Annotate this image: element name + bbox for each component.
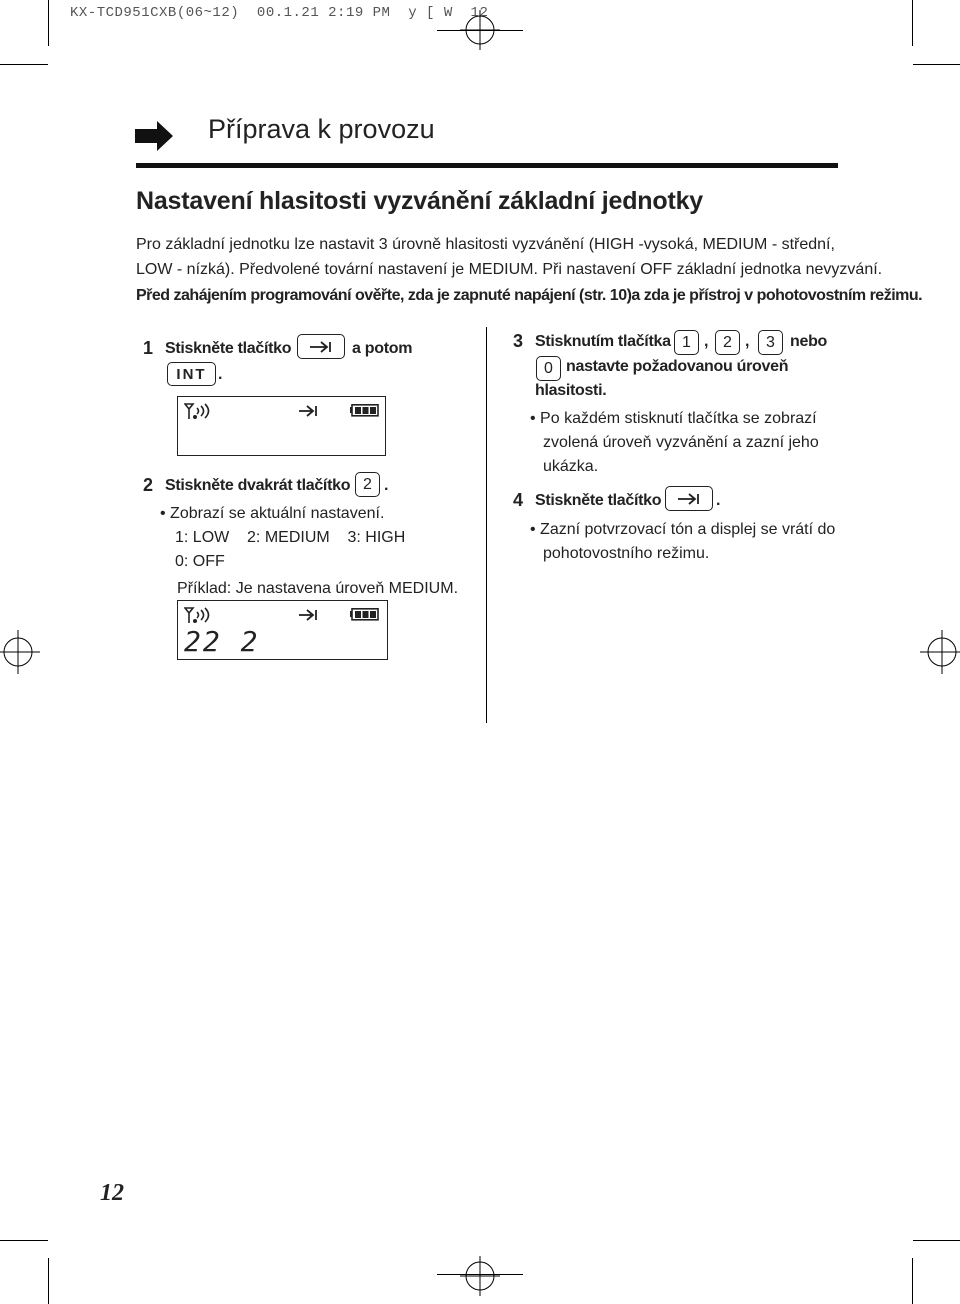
digit-key: 2 [715, 330, 740, 355]
level-key: 3: [347, 529, 361, 546]
crop-mark [48, 1258, 49, 1304]
level-value: MEDIUM [264, 529, 330, 546]
lcd-display [177, 396, 386, 456]
registration-mark-icon [920, 630, 960, 674]
arrow-right-icon [135, 121, 175, 151]
level-key: 2: [247, 529, 261, 546]
separator: , [704, 333, 709, 350]
int-key: INT [167, 362, 216, 386]
step-text: a potom [352, 340, 413, 357]
step-text: hlasitosti. [535, 382, 607, 399]
program-key-icon [298, 403, 320, 419]
step-number: 2 [143, 475, 154, 495]
program-key-icon [297, 334, 345, 359]
level-key: 1: [175, 529, 189, 546]
intro-line: Pro základní jednotku lze nastavit 3 úrovně hlasitosti vyzvánění (HIGH -vysoká, MEDIUM - střední, [136, 236, 835, 253]
crop-mark [912, 1258, 913, 1304]
intro-line: LOW - nízká). Předvolené tovární nastavení je MEDIUM. Při nastavení OFF základní jednotka nevyzvání. [136, 261, 883, 278]
bullet-text: pohotovostního režimu. [543, 545, 710, 562]
step-text: . [218, 366, 223, 383]
program-key-icon [298, 607, 320, 623]
step-text: Stiskněte tlačítko [165, 340, 292, 357]
lcd-digits: 22 2 [184, 625, 260, 658]
crop-mark [0, 1240, 48, 1241]
lcd-display [177, 600, 388, 660]
separator: , [745, 333, 750, 350]
bullet-text: ukázka. [543, 458, 599, 475]
digit-key: 1 [674, 330, 699, 355]
column-divider [486, 327, 487, 723]
step-number: 4 [513, 490, 524, 510]
level-list [175, 529, 405, 547]
level-value: OFF [192, 553, 225, 570]
step-text: nebo [790, 333, 828, 350]
crop-mark [913, 1240, 960, 1241]
battery-icon [350, 608, 380, 622]
title-rule [136, 163, 838, 168]
battery-icon [350, 404, 380, 418]
bullet-text: • Zobrazí se aktuální nastavení. [160, 505, 385, 522]
registration-mark-icon [460, 1256, 500, 1296]
print-header: KX-TCD951CXB(06~12) 00.1.21 2:19 PM y [ W 12 [70, 5, 489, 21]
intro-line: Před zahájením programování ověřte, zda je zapnuté napájení (str. 10)a zda je přístroj v pohotovostním režimu. [136, 287, 923, 304]
step-text: . [384, 477, 389, 494]
page-heading: Nastavení hlasitosti vyzvánění základní jednotky [136, 187, 703, 215]
step-number: 1 [143, 338, 154, 358]
crop-mark [48, 0, 49, 46]
crop-mark [913, 64, 960, 65]
digit-key: 3 [758, 330, 783, 355]
crop-mark [912, 0, 913, 46]
level-value: LOW [192, 529, 230, 546]
digit-key: 0 [536, 356, 561, 381]
antenna-signal-icon [184, 403, 214, 421]
step-text: . [716, 492, 721, 509]
bullet-text: • Zazní potvrzovací tón a displej se vrátí do [530, 521, 836, 538]
step-number: 3 [513, 331, 524, 351]
example-caption: Příklad: Je nastavena úroveň MEDIUM. [177, 580, 459, 597]
level-value: HIGH [365, 529, 406, 546]
section-title: Příprava k provozu [208, 114, 435, 144]
step-text: Stiskněte dvakrát tlačítko [165, 477, 351, 494]
level-key: 0: [175, 553, 189, 570]
program-key-icon [665, 486, 713, 511]
bullet-text: zvolená úroveň vyzvánění a zazní jeho [543, 434, 819, 451]
step-text: nastavte požadovanou úroveň [566, 358, 789, 375]
bullet-text: • Po každém stisknutí tlačítka se zobrazí [530, 410, 817, 427]
level-list [175, 553, 225, 571]
page-number: 12 [100, 1180, 124, 1206]
digit-key: 2 [355, 472, 380, 497]
step-text: Stiskněte tlačítko [535, 492, 662, 509]
step-text: Stisknutím tlačítka [535, 333, 671, 350]
antenna-signal-icon [184, 607, 214, 625]
crop-mark [0, 64, 48, 65]
registration-mark-icon [0, 630, 40, 674]
